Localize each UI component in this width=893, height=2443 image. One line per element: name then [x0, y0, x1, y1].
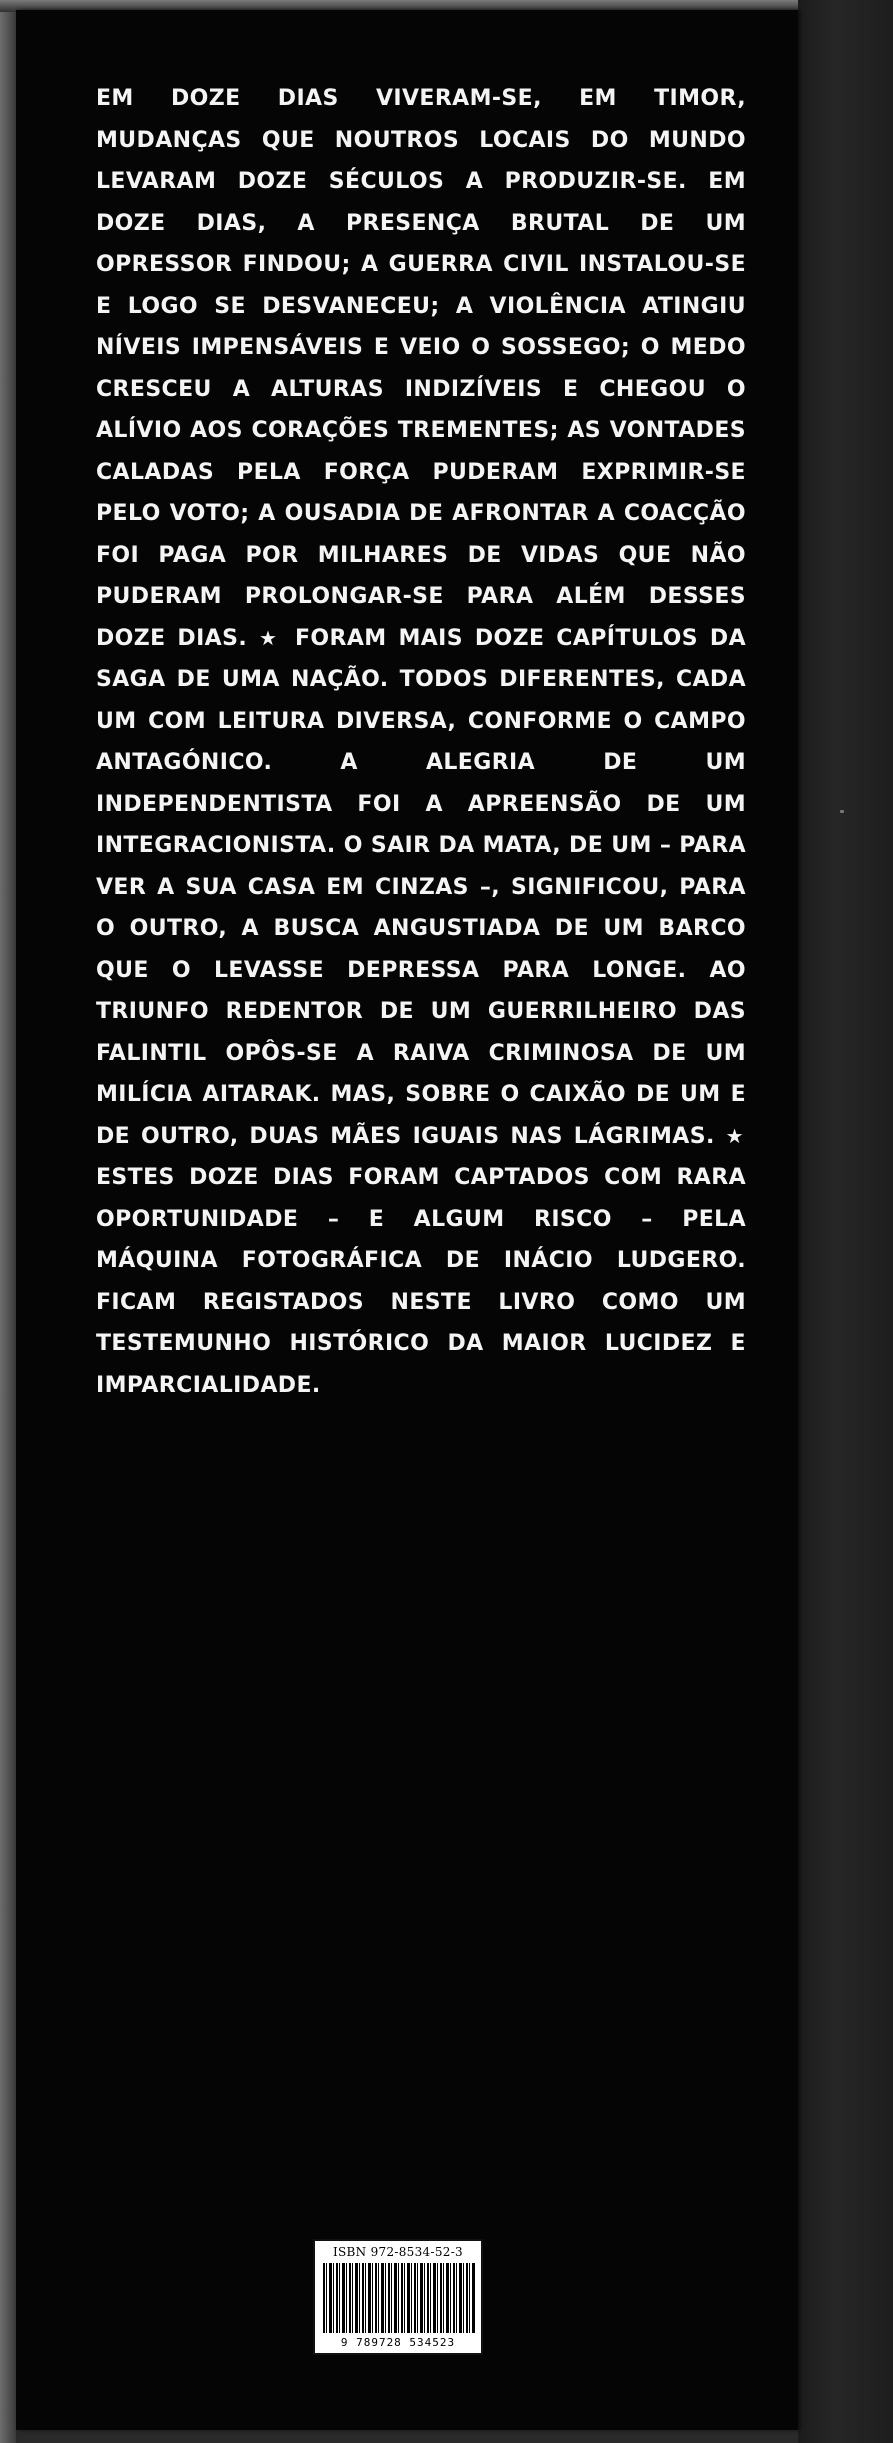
star-icon: ★	[725, 1123, 744, 1148]
blurb-paragraph-3: ESTES DOZE DIAS FORAM CAPTADOS COM RARA OPORTUNIDADE – E ALGUM RISCO – PELA MÁQUINA FOTOGRÁFICA DE INÁCIO LUDGERO. FICAM REGISTADOS NESTE LIVRO COMO UM TESTEMUNHO HISTÓRICO DA MAIOR LUCIDEZ E IMPARCIALIDADE.	[96, 1165, 746, 1398]
blurb-paragraph-2: FORAM MAIS DOZE CAPÍTULOS DA SAGA DE UMA NAÇÃO. TODOS DIFERENTES, CADA UM COM LEITURA DIVERSA, CONFORME O CAMPO ANTAGÓNICO. A ALEGRIA DE UM INDEPENDENTISTA FOI A APREENSÃO DE UM INTEGRACIONISTA. O SAIR DA MATA, DE UM – PARA VER A SUA CASA EM CINZAS –, SIGNIFICOU, PARA O OUTRO, A BUSCA ANGUSTIADA DE UM BARCO QUE O LEVASSE DEPRESSA PARA LONGE. AO TRIUNFO REDENTOR DE UM GUERRILHEIRO DAS FALINTIL OPÔS-SE A RAIVA CRIMINOSA DE UM MILÍCIA AITARAK. MAS, SOBRE O CAIXÃO DE UM E DE OUTRO, DUAS MÃES IGUAIS NAS LÁGRIMAS.	[96, 625, 746, 1149]
isbn-barcode	[313, 2239, 483, 2355]
star-icon: ★	[258, 625, 282, 650]
dust-speck	[840, 810, 844, 813]
blurb-paragraph-1: EM DOZE DIAS VIVERAM-SE, EM TIMOR, MUDANÇAS QUE NOUTROS LOCAIS DO MUNDO LEVARAM DOZE SÉCULOS A PRODUZIR-SE. EM DOZE DIAS, A PRESENÇA BRUTAL DE UM OPRESSOR FINDOU; A GUERRA CIVIL INSTALOU-SE E LOGO SE DESVANECEU; A VIOLÊNCIA ATINGIU NÍVEIS IMPENSÁVEIS E VEIO O SOSSEGO; O MEDO CRESCEU A ALTURAS INDIZÍVEIS E CHEGOU O ALÍVIO AOS CORAÇÕES TREMENTES; AS VONTADES CALADAS PELA FORÇA PUDERAM EXPRIMIR-SE PELO VOTO; A OUSADIA DE AFRONTAR A COACÇÃO FOI PAGA POR MILHARES DE VIDAS QUE NÃO PUDERAM PROLONGAR-SE PARA ALÉM DESSES DOZE DIAS.	[96, 86, 746, 651]
blurb-text	[96, 78, 746, 1406]
scan-edge-left	[0, 0, 16, 2443]
isbn-label: ISBN 972-8534-52-3	[332, 2245, 463, 2259]
ean-digits: 9 789728 534523	[340, 2336, 456, 2349]
barcode-bars	[323, 2263, 475, 2333]
book-spine	[798, 0, 893, 2443]
